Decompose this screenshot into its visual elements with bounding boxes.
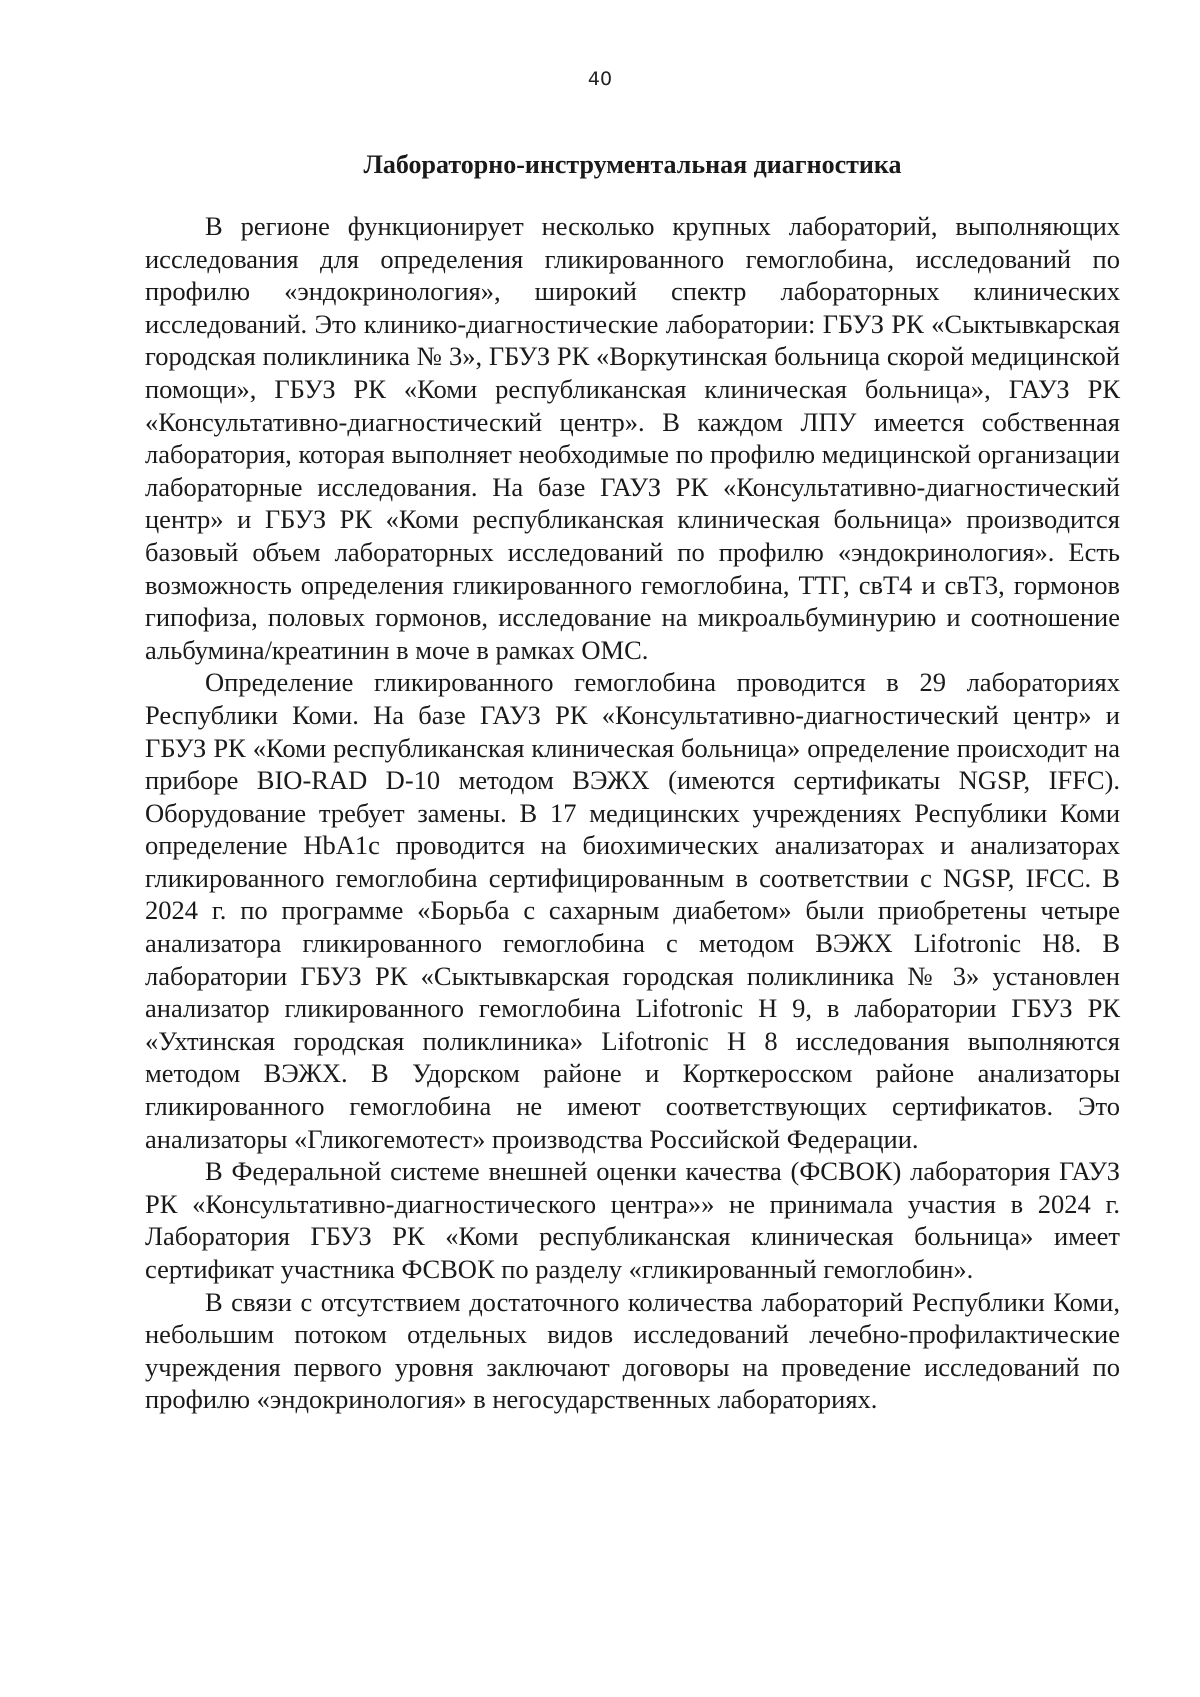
paragraph-quality-assessment: В Федеральной системе внешней оценки качества (ФСВОК) лаборатория ГАУЗ РК «Консультативно-диагностического центра»» не принимала участия в 2024 г. Лаборатория ГБУЗ РК «Коми республиканская клиническая больница» имеет сертификат участника ФСВОК по разделу «гликированный гемоглобин». (145, 1156, 1120, 1284)
section-title: Лабораторно-инструментальная диагностика (363, 150, 902, 179)
paragraph-laboratories-overview: В регионе функционирует несколько крупных лабораторий, выполняющих исследования для определения гликированного гемоглобина, исследований по профилю «эндокринология», широкий спектр лабораторных клинических исследований. Это клинико-диагностические лаборатории: ГБУЗ РК «Сыктывкарская городская поликлиника № 3», ГБУЗ РК «Воркутинская больница скорой медицинской помощи», ГБУЗ РК «Коми республиканская клиническая больница», ГАУЗ РК «Консультативно-диагностический центр». В каждом ЛПУ имеется собственная лаборатория, которая выполняет необходимые по профилю медицинской организации лабораторные исследования. На базе ГАУЗ РК «Консультативно-диагностический центр» и ГБУЗ РК «Коми республиканская клиническая больница» производится базовый объем лабораторных исследований по профилю «эндокринология». Есть возможность определения гликированного гемоглобина, ТТГ, свТ4 и свТ3, гормонов гипофиза, половых гормонов, исследование на микроальбуминурию и соотношение альбумина/креатинин в моче в рамках ОМС. (145, 211, 1120, 665)
document-body (145, 210, 1120, 1416)
page-number: 40 (587, 68, 613, 90)
paragraph-private-laboratories: В связи с отсутствием достаточного количества лабораторий Республики Коми, небольшим потоком отдельных видов исследований лечебно-профилактические учреждения первого уровня заключают договоры на проведение исследований по профилю «эндокринология» в негосударственных лабораториях. (145, 1286, 1120, 1415)
paragraph-glycated-hemoglobin: Определение гликированного гемоглобина проводится в 29 лабораториях Республики Коми. На базе ГАУЗ РК «Консультативно-диагностический центр» и ГБУЗ РК «Коми республиканская клиническая больница» определение происходит на приборе BIO-RAD D-10 методом ВЭЖХ (имеются сертификаты NGSP, IFFC). Оборудование требует замены. В 17 медицинских учреждениях Республики Коми определение HbA1c проводится на биохимических анализаторах и анализаторах гликированного гемоглобина сертифицированным в соответствии с NGSP, IFCC. В 2024 г. по программе «Борьба с сахарным диабетом» были приобретены четыре анализатора гликированного гемоглобина с методом ВЭЖХ Lifotronic H8. В лаборатории ГБУЗ РК «Сыктывкарская городская поликлиника № 3» установлен анализатор гликированного гемоглобина Lifotronic H 9, в лаборатории ГБУЗ РК «Ухтинская городская поликлиника» Lifotronic H 8 исследования выполняются методом ВЭЖХ. В Удорском районе и Корткеросском районе анализаторы гликированного гемоглобина не имеют соответствующих сертификатов. Это анализаторы «Гликогемотест» производства Российской Федерации. (145, 667, 1120, 1154)
